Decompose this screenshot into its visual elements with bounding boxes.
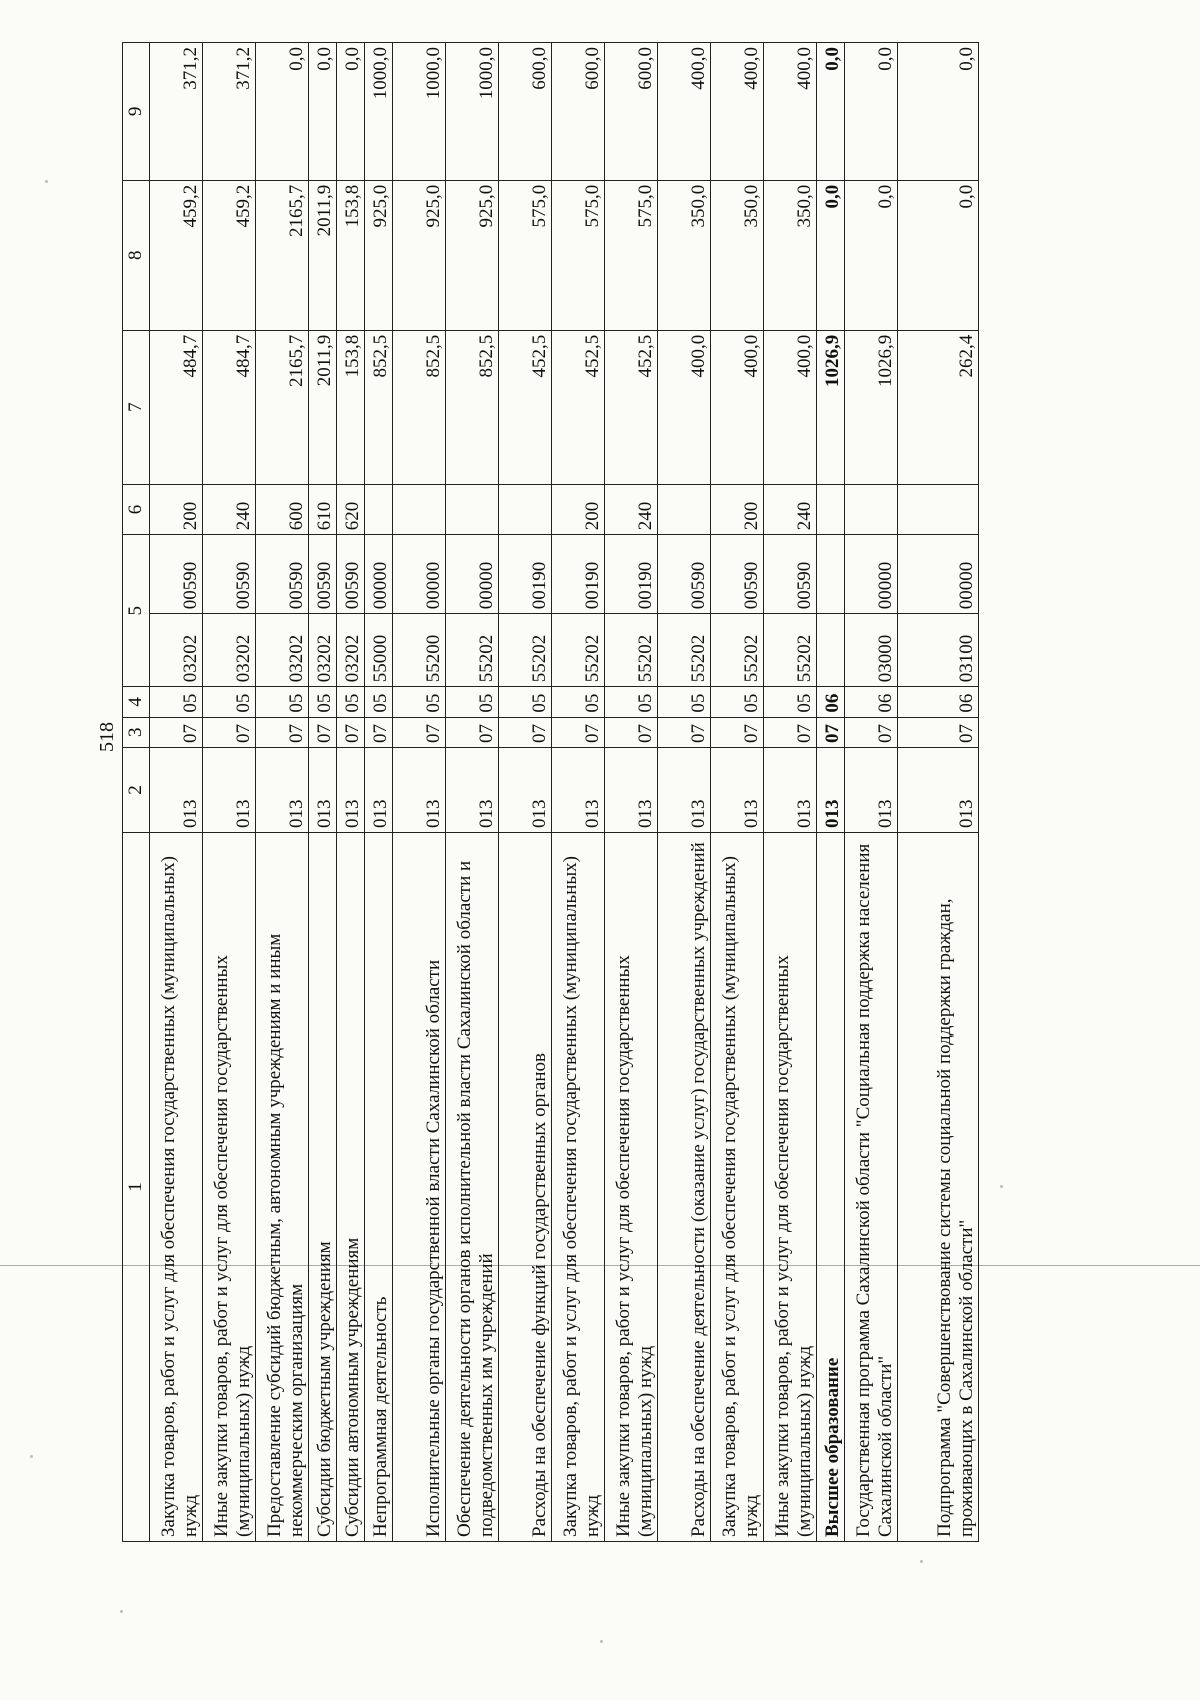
header-col-8: 8 [123, 180, 150, 330]
row-section-code: 07 [337, 717, 365, 747]
row-admin-code: 013 [150, 747, 203, 832]
row-amount-col7: 400,0 [764, 330, 817, 484]
page-number: 518 [96, 722, 118, 752]
row-direction-code: 00590 [256, 535, 309, 614]
row-amount-col9: 0,0 [898, 43, 979, 181]
table-row [150, 43, 203, 1542]
table-row [711, 43, 764, 1542]
row-amount-col7: 852,5 [446, 330, 499, 484]
row-name: Субсидии бюджетным учреждениям [309, 833, 337, 1542]
header-col-9: 9 [123, 43, 150, 181]
row-admin-code: 013 [711, 747, 764, 832]
row-amount-col9: 0,0 [845, 43, 898, 181]
row-program-code: 03202 [337, 614, 365, 687]
row-name: Закупка товаров, работ и услуг для обеспечения государственных (муниципальных) нужд [552, 833, 605, 1542]
row-admin-code: 013 [446, 747, 499, 832]
row-direction-code: 00590 [764, 535, 817, 614]
row-subsection-code: 05 [393, 687, 446, 717]
row-name: Высшее образование [817, 833, 845, 1542]
table-row [817, 43, 845, 1542]
row-amount-col8: 925,0 [365, 180, 393, 330]
row-section-code: 07 [309, 717, 337, 747]
row-amount-col9: 0,0 [817, 43, 845, 181]
row-expense-type-code: 240 [605, 484, 658, 535]
row-section-code: 07 [764, 717, 817, 747]
header-col-5: 5 [123, 535, 150, 687]
row-amount-col9: 0,0 [309, 43, 337, 181]
header-col-7: 7 [123, 330, 150, 484]
row-subsection-code: 05 [605, 687, 658, 717]
row-direction-code: 00590 [711, 535, 764, 614]
table-row [499, 43, 552, 1542]
row-admin-code: 013 [365, 747, 393, 832]
row-expense-type-code [446, 484, 499, 535]
row-name: Иные закупки товаров, работ и услуг для обеспечения государственных (муниципальных) нужд [203, 833, 256, 1542]
row-program-code: 03000 [845, 614, 898, 687]
row-name: Предоставление субсидий бюджетным, автономным учреждениям и иным некоммерческим организациям [256, 833, 309, 1542]
row-admin-code: 013 [817, 747, 845, 832]
row-section-code: 07 [817, 717, 845, 747]
scan-speck [600, 1640, 603, 1643]
row-program-code: 55202 [711, 614, 764, 687]
row-program-code: 55202 [552, 614, 605, 687]
row-amount-col8: 2011,9 [309, 180, 337, 330]
row-amount-col7: 852,5 [393, 330, 446, 484]
row-subsection-code: 05 [150, 687, 203, 717]
table-row [845, 43, 898, 1542]
row-amount-col9: 400,0 [764, 43, 817, 181]
row-amount-col7: 484,7 [203, 330, 256, 484]
row-amount-col8: 2165,7 [256, 180, 309, 330]
row-amount-col7: 852,5 [365, 330, 393, 484]
row-amount-col7: 400,0 [711, 330, 764, 484]
row-direction-code [817, 535, 845, 614]
row-admin-code: 013 [764, 747, 817, 832]
table-row [337, 43, 365, 1542]
budget-table [122, 42, 979, 1542]
row-name: Расходы на обеспечение деятельности (оказание услуг) государственных учреждений [658, 833, 711, 1542]
row-amount-col7: 2165,7 [256, 330, 309, 484]
row-amount-col9: 400,0 [711, 43, 764, 181]
row-direction-code: 00590 [309, 535, 337, 614]
row-subsection-code: 05 [552, 687, 605, 717]
row-section-code: 07 [499, 717, 552, 747]
row-amount-col7: 1026,9 [817, 330, 845, 484]
row-name: Государственная программа Сахалинской области "Социальная поддержка населения Сахалинской области" [845, 833, 898, 1542]
row-subsection-code: 06 [845, 687, 898, 717]
row-section-code: 07 [658, 717, 711, 747]
row-program-code: 03202 [256, 614, 309, 687]
row-admin-code: 013 [845, 747, 898, 832]
row-expense-type-code [898, 484, 979, 535]
table-row [552, 43, 605, 1542]
table-row [256, 43, 309, 1542]
row-name: Закупка товаров, работ и услуг для обеспечения государственных (муниципальных) нужд [150, 833, 203, 1542]
row-section-code: 07 [446, 717, 499, 747]
row-amount-col9: 600,0 [499, 43, 552, 181]
row-amount-col7: 452,5 [552, 330, 605, 484]
scan-speck [920, 1560, 923, 1563]
row-admin-code: 013 [256, 747, 309, 832]
row-amount-col8: 0,0 [845, 180, 898, 330]
table-row [446, 43, 499, 1542]
row-amount-col8: 350,0 [764, 180, 817, 330]
row-direction-code: 00000 [898, 535, 979, 614]
row-direction-code: 00000 [365, 535, 393, 614]
row-admin-code: 013 [552, 747, 605, 832]
row-subsection-code: 05 [203, 687, 256, 717]
row-amount-col9: 1000,0 [393, 43, 446, 181]
row-direction-code: 00590 [337, 535, 365, 614]
row-section-code: 07 [605, 717, 658, 747]
row-expense-type-code: 620 [337, 484, 365, 535]
row-subsection-code: 05 [365, 687, 393, 717]
scan-speck [30, 1455, 33, 1458]
row-program-code: 55202 [605, 614, 658, 687]
row-amount-col8: 0,0 [898, 180, 979, 330]
row-admin-code: 013 [499, 747, 552, 832]
row-section-code: 07 [203, 717, 256, 747]
row-program-code: 03202 [150, 614, 203, 687]
row-admin-code: 013 [605, 747, 658, 832]
row-program-code: 03100 [898, 614, 979, 687]
row-amount-col8: 459,2 [150, 180, 203, 330]
row-amount-col9: 371,2 [150, 43, 203, 181]
row-program-code [817, 614, 845, 687]
row-section-code: 07 [150, 717, 203, 747]
row-direction-code: 00590 [150, 535, 203, 614]
row-name: Обеспечение деятельности органов исполнительной власти Сахалинской области и подведомственных им учреждений [446, 833, 499, 1542]
row-amount-col7: 484,7 [150, 330, 203, 484]
row-amount-col9: 0,0 [256, 43, 309, 181]
row-admin-code: 013 [393, 747, 446, 832]
row-expense-type-code [393, 484, 446, 535]
row-direction-code: 00590 [658, 535, 711, 614]
row-expense-type-code: 600 [256, 484, 309, 535]
row-amount-col8: 575,0 [605, 180, 658, 330]
row-expense-type-code [365, 484, 393, 535]
row-subsection-code: 05 [711, 687, 764, 717]
row-amount-col9: 371,2 [203, 43, 256, 181]
row-expense-type-code: 200 [711, 484, 764, 535]
row-amount-col8: 575,0 [552, 180, 605, 330]
header-row [123, 43, 150, 1542]
row-section-code: 07 [256, 717, 309, 747]
row-name: Субсидии автономным учреждениям [337, 833, 365, 1542]
row-amount-col7: 262,4 [898, 330, 979, 484]
header-col-2: 2 [123, 747, 150, 832]
row-name: Расходы на обеспечение функций государственных органов [499, 833, 552, 1542]
row-admin-code: 013 [203, 747, 256, 832]
row-amount-col9: 600,0 [552, 43, 605, 181]
row-amount-col9: 400,0 [658, 43, 711, 181]
row-section-code: 07 [898, 717, 979, 747]
header-col-4: 4 [123, 687, 150, 717]
row-amount-col8: 153,8 [337, 180, 365, 330]
row-direction-code: 00590 [203, 535, 256, 614]
row-admin-code: 013 [337, 747, 365, 832]
row-amount-col8: 350,0 [658, 180, 711, 330]
row-amount-col8: 575,0 [499, 180, 552, 330]
row-amount-col8: 925,0 [446, 180, 499, 330]
row-section-code: 07 [711, 717, 764, 747]
row-subsection-code: 06 [817, 687, 845, 717]
row-subsection-code: 05 [256, 687, 309, 717]
table-row [393, 43, 446, 1542]
table-row [764, 43, 817, 1542]
row-program-code: 55000 [365, 614, 393, 687]
table-row [658, 43, 711, 1542]
row-section-code: 07 [365, 717, 393, 747]
row-name: Непрограммная деятельность [365, 833, 393, 1542]
rotated-document-sheet [96, 42, 1110, 1542]
row-subsection-code: 05 [446, 687, 499, 717]
row-amount-col8: 459,2 [203, 180, 256, 330]
row-amount-col7: 400,0 [658, 330, 711, 484]
row-program-code: 03202 [309, 614, 337, 687]
table-row [365, 43, 393, 1542]
row-amount-col7: 452,5 [605, 330, 658, 484]
header-col-6: 6 [123, 484, 150, 535]
row-program-code: 55202 [764, 614, 817, 687]
row-subsection-code: 05 [658, 687, 711, 717]
row-amount-col7: 1026,9 [845, 330, 898, 484]
row-amount-col9: 1000,0 [365, 43, 393, 181]
row-direction-code: 00000 [393, 535, 446, 614]
row-amount-col8: 0,0 [817, 180, 845, 330]
table-row [309, 43, 337, 1542]
row-program-code: 03202 [203, 614, 256, 687]
row-name: Закупка товаров, работ и услуг для обеспечения государственных (муниципальных) нужд [711, 833, 764, 1542]
row-amount-col9: 0,0 [337, 43, 365, 181]
row-expense-type-code: 200 [552, 484, 605, 535]
row-amount-col7: 2011,9 [309, 330, 337, 484]
row-amount-col8: 350,0 [711, 180, 764, 330]
row-expense-type-code: 240 [203, 484, 256, 535]
row-section-code: 07 [393, 717, 446, 747]
row-program-code: 55200 [393, 614, 446, 687]
row-program-code: 55202 [446, 614, 499, 687]
row-subsection-code: 05 [499, 687, 552, 717]
scan-speck [120, 1610, 123, 1613]
row-section-code: 07 [552, 717, 605, 747]
row-name: Подпрограмма "Совершенствование системы социальной поддержки граждан, проживающих в Сахалинской области" [898, 833, 979, 1542]
row-amount-col7: 452,5 [499, 330, 552, 484]
row-admin-code: 013 [309, 747, 337, 832]
table-row [605, 43, 658, 1542]
row-direction-code: 00000 [845, 535, 898, 614]
row-program-code: 55202 [658, 614, 711, 687]
row-amount-col9: 600,0 [605, 43, 658, 181]
row-subsection-code: 05 [309, 687, 337, 717]
row-expense-type-code [817, 484, 845, 535]
row-direction-code: 00190 [552, 535, 605, 614]
table-row [203, 43, 256, 1542]
header-col-3: 3 [123, 717, 150, 747]
row-subsection-code: 06 [898, 687, 979, 717]
row-expense-type-code [845, 484, 898, 535]
row-admin-code: 013 [898, 747, 979, 832]
row-subsection-code: 05 [764, 687, 817, 717]
row-direction-code: 00190 [605, 535, 658, 614]
row-expense-type-code: 200 [150, 484, 203, 535]
row-program-code: 55202 [499, 614, 552, 687]
row-expense-type-code [499, 484, 552, 535]
row-amount-col8: 925,0 [393, 180, 446, 330]
row-direction-code: 00190 [499, 535, 552, 614]
header-col-1: 1 [123, 833, 150, 1542]
row-expense-type-code: 610 [309, 484, 337, 535]
row-amount-col7: 153,8 [337, 330, 365, 484]
table-row [898, 43, 979, 1542]
row-expense-type-code: 240 [764, 484, 817, 535]
row-subsection-code: 05 [337, 687, 365, 717]
scan-speck [45, 180, 48, 183]
row-name: Исполнительные органы государственной власти Сахалинской области [393, 833, 446, 1542]
row-admin-code: 013 [658, 747, 711, 832]
row-direction-code: 00000 [446, 535, 499, 614]
row-name: Иные закупки товаров, работ и услуг для обеспечения государственных (муниципальных) нужд [764, 833, 817, 1542]
row-name: Иные закупки товаров, работ и услуг для обеспечения государственных (муниципальных) нужд [605, 833, 658, 1542]
row-amount-col9: 1000,0 [446, 43, 499, 181]
row-section-code: 07 [845, 717, 898, 747]
row-expense-type-code [658, 484, 711, 535]
